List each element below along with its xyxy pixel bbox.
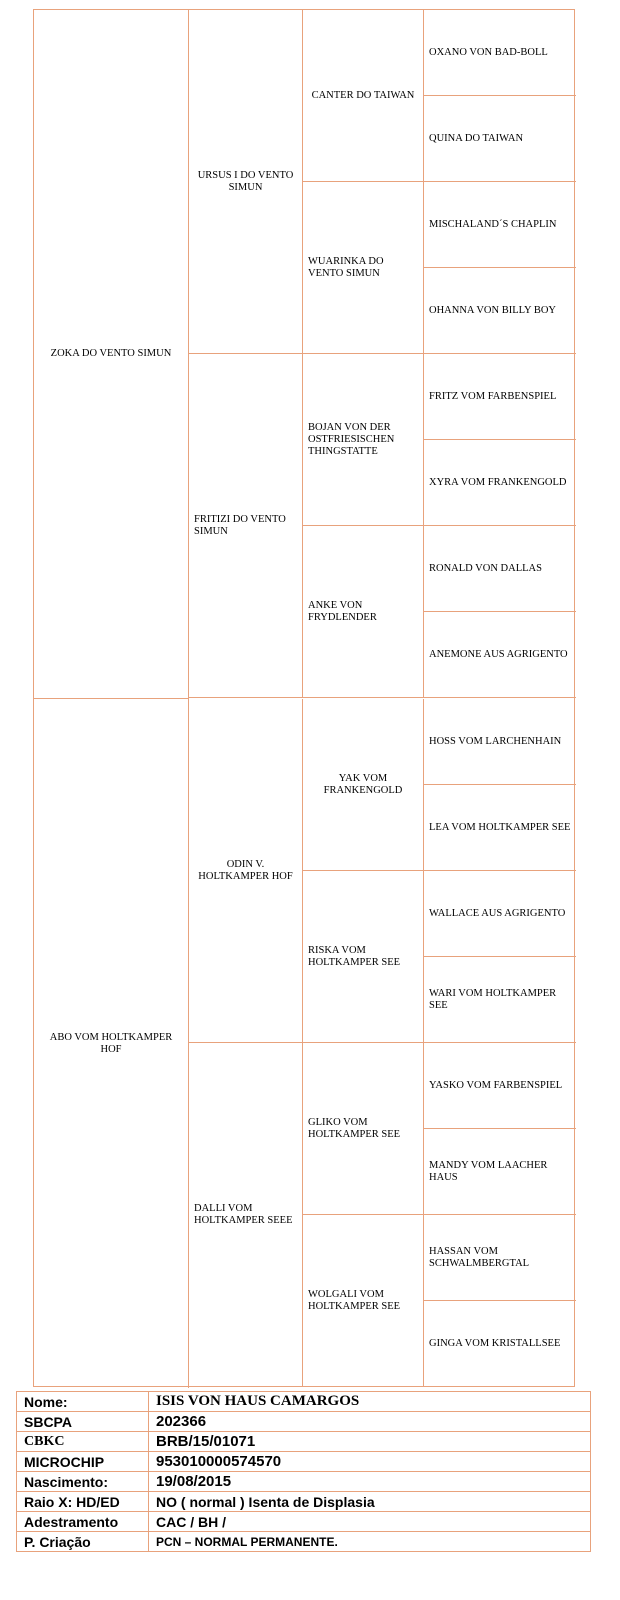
info-row-sbcpa	[17, 1412, 591, 1432]
info-row-raiox	[17, 1492, 591, 1512]
great-great-grandparent	[424, 96, 576, 182]
cbkc-label: CBKC	[17, 1432, 149, 1452]
great-grandparent	[303, 10, 424, 182]
dog-info-table	[16, 1391, 591, 1552]
info-row-cbkc	[17, 1432, 591, 1452]
ancestor-name: ODIN V. HOLTKAMPER HOF	[198, 858, 293, 882]
ancestor-name: MANDY VOM LAACHER HAUS	[429, 1159, 548, 1183]
ancestor-name: YAK VOM FRANKENGOLD	[323, 772, 403, 796]
great-great-grandparent	[424, 1129, 576, 1215]
ancestor-name: RONALD VON DALLAS	[429, 562, 542, 574]
great-grandparent	[303, 182, 424, 354]
info-row-adestramento	[17, 1512, 591, 1532]
sire-name: ZOKA DO VENTO SIMUN	[50, 348, 172, 359]
ancestor-name: FRITIZI DO VENTO SIMUN	[194, 513, 286, 537]
nome-label: Nome:	[17, 1392, 149, 1412]
ancestor-name: YASKO VOM FARBENSPIEL	[429, 1079, 563, 1091]
great-grandparent	[303, 699, 424, 871]
great-great-grandparent	[424, 871, 576, 957]
ancestor-name: WUARINKA DO VENTO SIMUN	[308, 255, 384, 279]
nascimento-label: Nascimento:	[17, 1472, 149, 1492]
great-grandparent	[303, 871, 424, 1043]
great-grandparent	[303, 1043, 424, 1215]
ancestor-name: WOLGALI VOM HOLTKAMPER SEE	[308, 1289, 401, 1312]
ancestor-name: WARI VOM HOLTKAMPER SEE	[429, 987, 557, 1011]
great-great-grandparent	[424, 354, 576, 440]
ancestor-name: ANKE VON FRYDLENDER	[308, 599, 377, 623]
dam	[34, 699, 189, 1388]
ancestor-name: DALLI VOM HOLTKAMPER SEEE	[194, 1203, 293, 1226]
criacao-value: PCN – NORMAL PERMANENTE.	[149, 1532, 591, 1552]
info-row-nome	[17, 1392, 591, 1412]
ancestor-name: HOSS VOM LARCHENHAIN	[429, 735, 562, 747]
ancestor-name: WALLACE AUS AGRIGENTO	[429, 907, 566, 919]
pedigree-chart	[33, 9, 575, 1387]
ancestor-name: RISKA VOM HOLTKAMPER SEE	[308, 944, 401, 968]
adestramento-label: Adestramento	[17, 1512, 149, 1532]
adestramento-value: CAC / BH /	[149, 1512, 591, 1532]
great-great-grandparent	[424, 785, 576, 871]
paternal-grandsire	[189, 10, 303, 354]
great-great-grandparent	[424, 957, 576, 1043]
great-great-grandparent	[424, 10, 576, 96]
great-grandparent	[303, 354, 424, 526]
ancestor-name: FRITZ VOM FARBENSPIEL	[429, 390, 557, 402]
ancestor-name: LEA VOM HOLTKAMPER SEE	[429, 821, 571, 833]
sire	[34, 10, 189, 699]
great-great-grandparent	[424, 612, 576, 698]
ancestor-name: GINGA VOM KRISTALLSEE	[429, 1338, 561, 1349]
great-great-grandparent	[424, 699, 576, 785]
microchip-value: 953010000574570	[149, 1452, 591, 1472]
ancestor-name: GLIKO VOM HOLTKAMPER SEE	[308, 1116, 401, 1140]
great-great-grandparent	[424, 1043, 576, 1129]
info-row-nascimento	[17, 1472, 591, 1492]
great-great-grandparent	[424, 440, 576, 526]
great-great-grandparent	[424, 1215, 576, 1301]
great-grandparent	[303, 526, 424, 698]
great-great-grandparent	[424, 268, 576, 354]
info-row-microchip	[17, 1452, 591, 1472]
maternal-granddam	[189, 1043, 303, 1387]
great-great-grandparent	[424, 1301, 576, 1387]
sbcpa-value: 202366	[149, 1412, 591, 1432]
ancestor-name: CANTER DO TAIWAN	[311, 89, 415, 101]
nascimento-value: 19/08/2015	[149, 1472, 591, 1492]
maternal-grandsire	[189, 699, 303, 1043]
ancestor-name: BOJAN VON DER OSTFRIESISCHEN THINGSTATTE	[308, 421, 395, 457]
raiox-value: NO ( normal ) Isenta de Displasia	[149, 1492, 591, 1512]
dam-name: ABO VOM HOLTKAMPER HOF	[49, 1031, 173, 1055]
ancestor-name: MISCHALAND´S CHAPLIN	[429, 218, 557, 230]
ancestor-name: OXANO VON BAD-BOLL	[429, 46, 548, 58]
raiox-label: Raio X: HD/ED	[17, 1492, 149, 1512]
ancestor-name: OHANNA VON BILLY BOY	[429, 304, 556, 316]
great-great-grandparent	[424, 182, 576, 268]
great-grandparent	[303, 1215, 424, 1387]
great-great-grandparent	[424, 526, 576, 612]
paternal-granddam	[189, 354, 303, 698]
sbcpa-label: SBCPA	[17, 1412, 149, 1432]
ancestor-name: HASSAN VOM SCHWALMBERGTAL	[429, 1245, 530, 1269]
ancestor-name: QUINA DO TAIWAN	[429, 132, 524, 144]
microchip-label: MICROCHIP	[17, 1452, 149, 1472]
criacao-label: P. Criação	[17, 1532, 149, 1552]
cbkc-value: BRB/15/01071	[149, 1432, 591, 1452]
ancestor-name: ANEMONE AUS AGRIGENTO	[429, 648, 568, 660]
nome-value: ISIS VON HAUS CAMARGOS	[149, 1392, 591, 1412]
ancestor-name: URSUS I DO VENTO SIMUN	[197, 169, 294, 193]
ancestor-name: XYRA VOM FRANKENGOLD	[429, 476, 567, 488]
info-row-criacao	[17, 1532, 591, 1552]
